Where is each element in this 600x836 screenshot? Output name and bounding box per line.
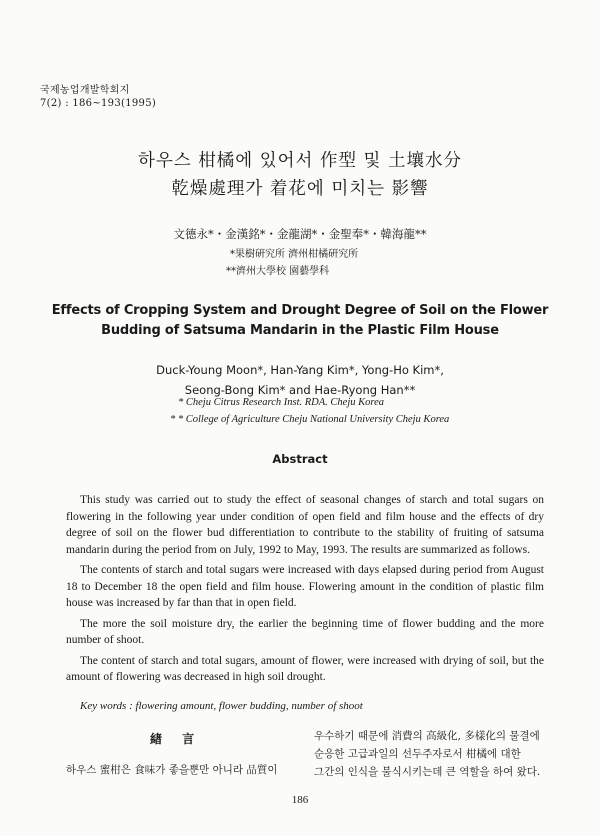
english-authors-line2: Seong-Bong Kim* and Hae-Ryong Han** bbox=[184, 383, 416, 397]
abstract-body bbox=[66, 492, 544, 690]
abstract-paragraph: The contents of starch and total sugars were increased with days elapsed during period from August 18 to December 18 the open field and film house. Flowering amount in the condition of plastic film house was increased by far than that in open field. bbox=[66, 564, 544, 609]
introduction-right-column bbox=[314, 727, 554, 781]
journal-citation: 7(2) : 186~193(1995) bbox=[40, 98, 157, 109]
english-title-line1: Effects of Cropping System and Drought Degree of Soil on the Flower bbox=[51, 303, 549, 318]
english-title bbox=[50, 301, 550, 341]
english-title-line2: Budding of Satsuma Mandarin in the Plastic Film House bbox=[101, 323, 499, 338]
korean-title-line1: 하우스 柑橘에 있어서 作型 및 土壤水分 bbox=[137, 151, 463, 171]
korean-title-line2: 乾燥處理가 着花에 미치는 影響 bbox=[171, 179, 429, 199]
abstract-paragraph: The content of starch and total sugars, amount of flower, were increased with drying of soil, but the amount of flowering was decreased in high soil drought. bbox=[66, 654, 544, 683]
journal-name: 국제농업개발학회지 bbox=[40, 85, 130, 96]
english-authors bbox=[0, 360, 600, 400]
introduction-line: 그간의 인식을 불식시키는데 큰 역할을 하여 왔다. bbox=[314, 766, 541, 778]
korean-affiliation-1: *果樹硏究所 濟州柑橘硏究所 bbox=[230, 249, 359, 260]
introduction-heading: 緖 言 bbox=[150, 732, 203, 746]
introduction-left-column: 하우스 蜜柑은 食味가 좋을뿐만 아니라 品質이 bbox=[66, 764, 278, 776]
abstract-paragraph: The more the soil moisture dry, the earlier the beginning time of flower budding and the more number of shoot. bbox=[66, 617, 544, 646]
korean-authors: 文德永*・金漢銘*・金龍湖*・金聖奉*・韓海龍** bbox=[173, 227, 427, 241]
abstract-paragraph: This study was carried out to study the effect of seasonal changes of starch and total sugars on flowering in the following year under condition of open field and film house and the effects of dry degree of soil on the flower bud differentiation to contribute to the stability of fruiting of satsuma mandarin during the period from on July, 1992 to May, 1993. The results are summarized as follows. bbox=[66, 494, 544, 556]
introduction-line: 우수하기 때문에 消費의 高級化, 多樣化의 물결에 bbox=[314, 730, 540, 742]
page-number: 186 bbox=[291, 794, 309, 806]
english-affiliation-2: * * College of Agriculture Cheju National University Cheju Korea bbox=[170, 414, 450, 425]
abstract-heading: Abstract bbox=[272, 452, 328, 466]
keywords: Key words : flowering amount, flower budding, number of shoot bbox=[80, 700, 363, 712]
english-authors-line1: Duck-Young Moon*, Han-Yang Kim*, Yong-Ho Kim*, bbox=[156, 363, 444, 377]
english-affiliation-1: * Cheju Citrus Research Inst. RDA. Cheju Korea bbox=[178, 397, 384, 408]
introduction-line: 순응한 고급과일의 선두주자로서 柑橘에 대한 bbox=[314, 748, 521, 760]
journal-header bbox=[40, 84, 156, 110]
korean-affiliation-2: **濟州大學校 園藝學科 bbox=[226, 266, 330, 277]
